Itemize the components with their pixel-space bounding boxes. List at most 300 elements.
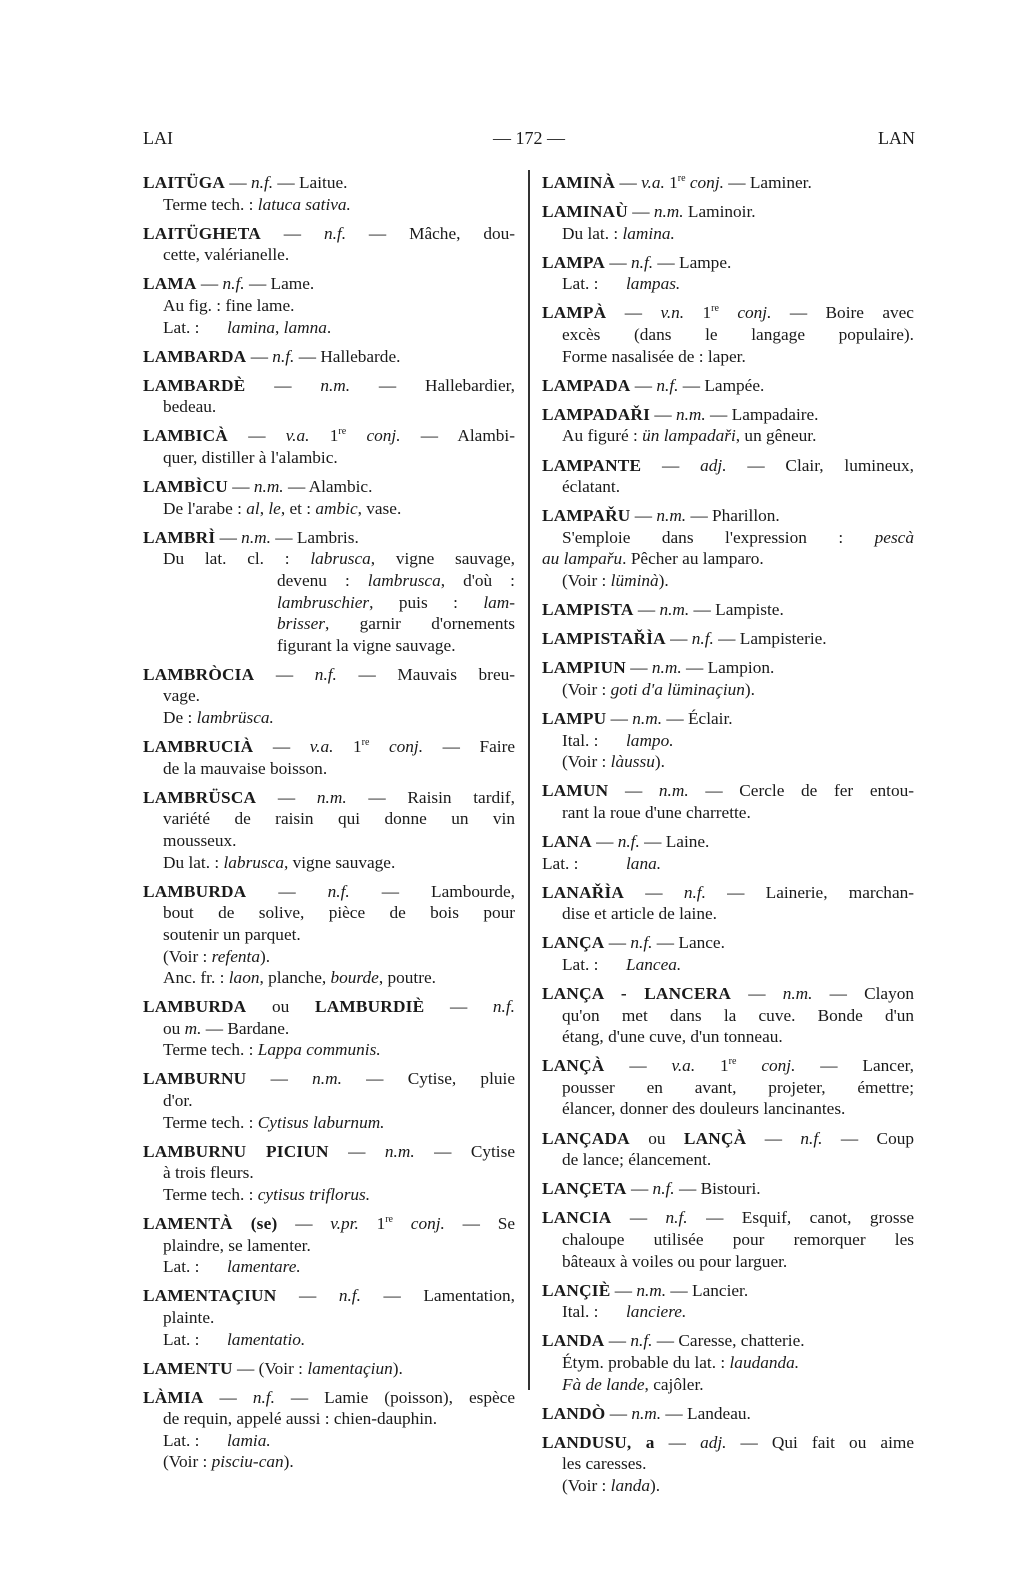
entry-continuation [143, 685, 515, 707]
dictionary-entry [143, 1387, 515, 1473]
text: élancer, donner des douleurs lancinantes. [562, 1099, 846, 1119]
text: 1 [358, 1214, 386, 1234]
entry-continuation [542, 1149, 914, 1171]
headword: LAMBURNU [143, 1069, 247, 1089]
text: — Lampée. [678, 375, 765, 395]
page-number: — 172 — [493, 128, 565, 148]
italic-text: v.a. [285, 426, 310, 446]
italic-text: n.m. [384, 1141, 415, 1161]
text: à trois fleurs. [163, 1163, 254, 1183]
dictionary-entry [542, 657, 914, 700]
text: ou [246, 997, 315, 1017]
text: chaloupe utilisée pour remorquer les [562, 1229, 914, 1249]
text: — Lampadaire. [705, 404, 819, 424]
headword: LAMPAŘU [542, 506, 631, 526]
dictionary-entry [143, 1213, 515, 1278]
italic-text: Lappa communis. [257, 1040, 381, 1060]
italic-text: lamentatio. [227, 1329, 306, 1349]
italic-text: n.f. [252, 1387, 275, 1407]
text: — [633, 600, 660, 620]
entry-headline [143, 664, 515, 686]
text: . Pêcher au lamparo. [622, 549, 764, 569]
text: (Voir : [562, 1475, 611, 1495]
text: , cajôler. [644, 1374, 704, 1394]
italic-text: lambrusca [367, 571, 441, 590]
text: S'emploie dans l'expression : [562, 527, 875, 547]
headword: LANA [542, 831, 592, 851]
headword: LAMBURNU PICIUN [143, 1141, 329, 1161]
entry-headline [542, 831, 914, 853]
entry-headline [542, 1432, 914, 1454]
italic-text: refenta [211, 946, 260, 966]
italic-text: ün lampadaři [642, 426, 736, 446]
entry-continuation [542, 1005, 914, 1027]
entry-headline [542, 1403, 914, 1425]
entry-headline [542, 657, 914, 679]
italic-text: lambruschier [277, 592, 370, 612]
italic-text: conj. [761, 1056, 796, 1076]
headword: LAMPISTAŘÌA [542, 629, 666, 649]
headword: LAMBURDA [143, 997, 247, 1017]
entry-headline [542, 201, 914, 223]
headword: LAMBRÜSCA [143, 787, 257, 807]
text: (Voir : [562, 571, 611, 590]
text: — Lampion. [681, 658, 775, 678]
italic-text: n.f. [683, 882, 706, 902]
text: figurant la vigne sauvage. [277, 635, 456, 655]
text: 1 [695, 1056, 729, 1076]
text: — [624, 882, 684, 902]
italic-text: v.a. [641, 173, 665, 192]
text: Terme tech. : [163, 1040, 258, 1060]
entry-note [143, 295, 515, 317]
entry-headline [542, 599, 914, 621]
text: soutenir un parquet. [163, 924, 301, 944]
italic-text: n.m. [659, 600, 690, 620]
italic-text: lamina [227, 317, 276, 337]
text: De : [163, 708, 197, 728]
superscript: re [385, 1214, 393, 1226]
headword: LANDA [542, 1331, 605, 1351]
entry-headline [143, 425, 515, 447]
entry-headline [542, 882, 914, 904]
text: — [424, 997, 493, 1017]
text: de lance; élancement. [562, 1150, 712, 1170]
text: — Landeau. [661, 1403, 751, 1423]
text: — Cytise [414, 1141, 516, 1161]
entry-note-continuation [143, 570, 515, 592]
entry-headline [143, 346, 515, 368]
text: — Qui fait ou aime [726, 1432, 915, 1452]
italic-text: Lancea. [626, 954, 682, 974]
entry-note [143, 967, 515, 989]
text: Terme tech. : [163, 194, 258, 214]
entry-headline [143, 996, 515, 1018]
italic-text: n.f. [327, 881, 350, 901]
entry-continuation [143, 1090, 515, 1112]
headword: LAMPISTA [542, 600, 634, 620]
text: — [610, 1280, 637, 1300]
italic-text: n.f. [250, 173, 274, 192]
italic-text: n.f. [617, 831, 640, 851]
headword: LAMPADAŘI [542, 404, 651, 424]
headword: LAMENTÀ (se) [143, 1214, 278, 1234]
etymology-line [542, 853, 914, 875]
text: Au fig. : fine lame. [163, 295, 295, 315]
etymology-label: Lat. : [562, 954, 599, 974]
text: — Boire avec [771, 303, 914, 323]
etymology-line [542, 273, 914, 295]
text: De l'arabe : [163, 498, 247, 518]
entry-note [143, 1039, 515, 1061]
text: devenu : [277, 571, 368, 590]
text [369, 737, 389, 756]
italic-text: n.m. [653, 202, 684, 222]
entry-headline [143, 787, 515, 809]
italic-text: conj. [388, 737, 424, 757]
dictionary-entry [542, 1330, 914, 1395]
dictionary-entry [542, 404, 914, 447]
headword: LANÇA [542, 933, 605, 953]
etymology-label: Lat. : [542, 853, 579, 873]
headword: LAMPU [542, 708, 607, 728]
dictionary-entry [542, 201, 914, 244]
text: cette, valérianelle. [163, 245, 290, 265]
superscript: re [711, 303, 719, 315]
text: Étym. probable du lat. : [562, 1352, 730, 1372]
text: — Bistouri. [674, 1179, 761, 1199]
right-column [542, 172, 914, 1504]
text: — [246, 346, 273, 366]
text: bedeau. [163, 397, 217, 417]
text: pousser en avant, projeter, émettre; [562, 1077, 914, 1097]
text: éclatant. [562, 477, 621, 497]
etymology-line [143, 1329, 515, 1351]
italic-text: bourde [330, 968, 379, 988]
text: — Lamentation, [360, 1286, 516, 1306]
text: — [604, 933, 631, 953]
italic-text: labrusca [223, 852, 284, 872]
etymology-label: Lat. : [163, 1430, 200, 1450]
italic-text: conj. [737, 303, 772, 323]
headword: LAMINÀ [542, 173, 616, 192]
text: — [254, 664, 315, 684]
text: Du lat. : [163, 852, 224, 872]
dictionary-entry [143, 1141, 515, 1206]
italic-text: cytisus triflorus. [257, 1184, 371, 1204]
italic-text: Fà de lande [562, 1374, 645, 1394]
text: de la mauvaise boisson. [163, 758, 328, 778]
text: — Lame. [244, 274, 315, 294]
italic-text: n.f. [652, 1179, 675, 1199]
entry-note [542, 1374, 914, 1396]
entry-note [143, 1184, 515, 1206]
headword: LANDUSU, a [542, 1432, 655, 1452]
entry-headline [143, 1141, 515, 1163]
text: — Clair, lumineux, [726, 455, 914, 475]
column-divider [528, 170, 530, 1390]
headword: LAMBICÀ [143, 426, 228, 446]
dictionary-entry [143, 476, 515, 519]
text: — (Voir : [232, 1358, 308, 1378]
text: excès (dans le langage populaire). [562, 325, 914, 345]
dictionary-entry [542, 252, 914, 295]
italic-text: conj. [410, 1214, 445, 1234]
text: Au figuré : [562, 426, 643, 446]
entry-headline [542, 252, 914, 274]
entry-continuation [143, 244, 515, 266]
entry-continuation [143, 1307, 515, 1329]
text: — Lamie (poisson), espèce [274, 1387, 515, 1407]
text: — Lainerie, marchan- [705, 882, 915, 902]
headword: LANÇÀ [683, 1128, 747, 1148]
text: , planche, [259, 968, 331, 988]
text: qu'on met dans la cuve. Bonde d'un [562, 1005, 914, 1025]
entry-note [143, 946, 515, 968]
italic-text: brisser [277, 614, 326, 634]
headword: LAMBRÌ [143, 527, 216, 547]
entry-note [143, 1451, 515, 1473]
dictionary-entry [143, 1068, 515, 1133]
text: — [606, 708, 633, 728]
entry-note [542, 1475, 914, 1497]
dictionary-entry [542, 831, 914, 874]
entry-headline [143, 223, 515, 245]
entry-continuation [542, 903, 914, 925]
dictionary-entry [143, 527, 515, 657]
text: — Faire [423, 737, 515, 757]
headword: LAMUN [542, 781, 609, 801]
headword: LAITÜGHETA [143, 223, 261, 243]
entry-continuation [542, 1251, 914, 1273]
headword: LAMBRUCIÀ [143, 737, 254, 757]
italic-text: n.f. [691, 629, 714, 649]
text: — Raisin tardif, [346, 787, 516, 807]
headword: LAMBRÒCIA [143, 664, 255, 684]
entry-headline [143, 1358, 515, 1380]
text: — [630, 506, 657, 526]
entry-headline [542, 983, 914, 1005]
entry-note [542, 1352, 914, 1374]
text: — Laitue. [273, 173, 348, 192]
entry-headline [542, 404, 914, 426]
entry-continuation [143, 1162, 515, 1184]
headword: LAMBURDA [143, 881, 247, 901]
entry-continuation [143, 758, 515, 780]
italic-text: lampas. [626, 274, 681, 294]
entry-note [542, 527, 914, 549]
text: étang, d'une cuve, d'un tonneau. [562, 1027, 783, 1047]
dictionary-entry [143, 273, 515, 338]
italic-text: lamia. [227, 1430, 271, 1450]
dictionary-entry [143, 375, 515, 418]
superscript: re [677, 173, 686, 185]
dictionary-entry [542, 1128, 914, 1171]
headword: LAMBARDA [143, 346, 247, 366]
text: — Hallebardier, [350, 375, 516, 395]
italic-text: pisciu-can [211, 1452, 284, 1472]
italic-text: n.m. [631, 1403, 662, 1423]
text: ). [650, 1475, 661, 1495]
text: bout de solive, pièce de bois pour [163, 903, 515, 923]
etymology-line [542, 730, 914, 752]
italic-text: lamina. [622, 223, 675, 243]
etymology-label: Ital. : [562, 730, 599, 750]
italic-text: m. [184, 1018, 202, 1038]
italic-text: adj. [700, 455, 727, 475]
entry-headline [542, 1178, 914, 1200]
text: , poutre. [378, 968, 436, 988]
text: — [604, 1331, 631, 1351]
superscript: re [361, 737, 370, 749]
text: — Lancier. [666, 1280, 749, 1300]
italic-text: n.m. [636, 1280, 667, 1300]
text: — [630, 375, 657, 395]
dictionary-entry [542, 599, 914, 621]
dictionary-entry [542, 1207, 914, 1272]
text: , [259, 498, 269, 518]
headword: LANÇÀ [542, 1056, 605, 1076]
italic-text: lambrüsca. [196, 708, 274, 728]
entry-continuation [143, 447, 515, 469]
superscript: re [338, 426, 347, 438]
text: , un gêneur. [735, 426, 817, 446]
text [393, 1214, 411, 1233]
text: plainte. [163, 1307, 215, 1327]
dictionary-entry [143, 223, 515, 266]
dictionary-entry [542, 1280, 914, 1323]
italic-text: n.m. [241, 527, 271, 547]
entry-continuation [143, 808, 515, 830]
italic-text: pescà [874, 527, 914, 547]
entry-note-continuation [143, 635, 515, 657]
italic-text: latuca sativa. [257, 194, 351, 214]
text: ). [744, 679, 755, 699]
text: — [665, 629, 692, 649]
text: — Hallebarde. [294, 346, 401, 366]
text: — Laine. [639, 831, 710, 851]
entry-continuation [143, 396, 515, 418]
text: — [225, 173, 251, 192]
text: — [276, 1286, 339, 1306]
entry-continuation [143, 902, 515, 924]
text: — [606, 303, 661, 323]
entry-headline [542, 1128, 914, 1150]
text: — Lambris. [270, 527, 359, 547]
text: — Mâche, dou- [346, 223, 515, 243]
text: ). [283, 1452, 294, 1472]
text: Anc. fr. : [163, 968, 229, 988]
text: — [196, 274, 223, 294]
dictionary-entry [542, 780, 914, 823]
entry-note [542, 223, 914, 245]
entry-note [143, 194, 515, 216]
text: plaindre, se lamenter. [163, 1235, 311, 1255]
entry-headline [542, 932, 914, 954]
italic-text: laon [228, 968, 260, 988]
etymology-label: Lat. : [562, 274, 599, 294]
text: — [605, 1403, 632, 1423]
italic-text: le [268, 498, 281, 518]
text: , [275, 317, 284, 337]
headword: LAMBARDÈ [143, 375, 246, 395]
entry-headline [143, 1387, 515, 1409]
text: — [591, 831, 618, 851]
text [719, 303, 737, 322]
text: — Cercle de fer entou- [688, 781, 914, 801]
entry-headline [542, 1207, 914, 1229]
entry-note [542, 570, 914, 592]
italic-text: lana. [626, 853, 662, 873]
italic-text: n.f. [272, 346, 295, 366]
italic-text: au lampařu [542, 549, 623, 569]
entry-headline [542, 1280, 914, 1302]
text: — [253, 737, 310, 757]
text: — Lampe. [653, 252, 732, 272]
entry-headline [143, 527, 515, 549]
italic-text: n.f. [323, 223, 347, 243]
entry-continuation [542, 1098, 914, 1120]
etymology-label: Ital. : [562, 1302, 599, 1322]
text: (Voir : [163, 1452, 212, 1472]
headword: LAMPA [542, 252, 606, 272]
italic-text: lampo. [626, 730, 674, 750]
headword: LANCIA [542, 1208, 612, 1228]
text: — [650, 404, 676, 424]
text: , garnir d'ornements [325, 614, 515, 634]
dictionary-entry [542, 932, 914, 975]
text: — Lambourde, [349, 881, 515, 901]
text: — [245, 375, 321, 395]
text: Terme tech. : [163, 1184, 258, 1204]
italic-text: goti d'a lüminaçiun [610, 679, 745, 699]
dictionary-entry [143, 787, 515, 873]
entry-headline [542, 708, 914, 730]
text: — Mauvais breu- [336, 664, 516, 684]
italic-text: adj. [700, 1432, 727, 1452]
etymology-label: Lat. : [163, 1257, 200, 1277]
entry-note [542, 751, 914, 773]
running-head-left: LAI [143, 128, 173, 148]
text: — [611, 1208, 666, 1228]
italic-text: n.m. [320, 375, 351, 395]
dictionary-entry [542, 628, 914, 650]
dictionary-entry [542, 983, 914, 1048]
italic-text: v.a. [671, 1056, 696, 1076]
entry-headline [542, 1055, 914, 1077]
italic-text: landa [610, 1475, 651, 1495]
headword: LAMA [143, 274, 197, 294]
italic-text: lam- [483, 592, 515, 612]
italic-text: lamna [283, 317, 327, 337]
italic-text: labrusca [310, 549, 371, 569]
etymology-line [143, 1256, 515, 1278]
italic-text: ambic [315, 498, 358, 518]
entry-continuation [143, 924, 515, 946]
headword: LAMENTAÇIUN [143, 1286, 277, 1306]
running-head-right: LAN [878, 128, 915, 148]
text: — [654, 1432, 701, 1452]
entry-headline [143, 172, 515, 194]
italic-text: n.m. [253, 477, 284, 497]
etymology-line [542, 1301, 914, 1323]
entry-note [542, 679, 914, 701]
text: , puis : [369, 592, 484, 612]
italic-text: conj. [689, 173, 724, 192]
text: — [328, 1141, 385, 1161]
text: . [326, 317, 332, 337]
text: — [627, 202, 654, 222]
